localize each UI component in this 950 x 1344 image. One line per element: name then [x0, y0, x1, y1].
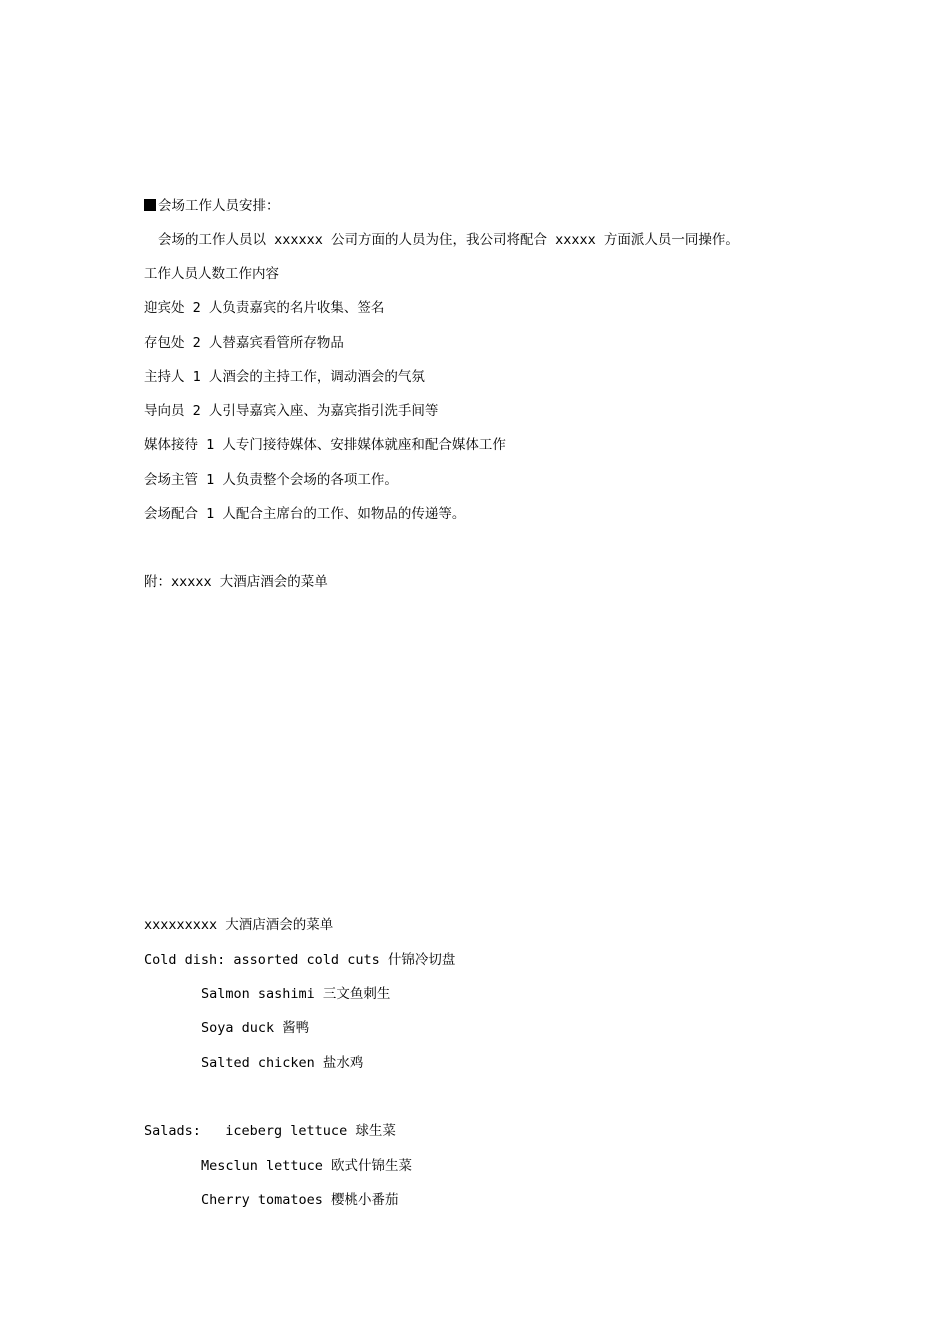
- square-bullet-icon: [144, 199, 156, 211]
- menu-salads-label: Salads: iceberg lettuce 球生菜: [144, 1123, 396, 1139]
- staff-row: 会场配合 1 人配合主席台的工作、如物品的传递等。: [144, 506, 466, 522]
- menu-item: Salted chicken 盐水鸡: [201, 1055, 364, 1071]
- staff-row: 迎宾处 2 人负责嘉宾的名片收集、签名: [144, 300, 385, 316]
- menu-item: Mesclun lettuce 欧式什锦生菜: [201, 1158, 413, 1174]
- staff-row: 主持人 1 人酒会的主持工作，调动酒会的气氛: [144, 369, 425, 385]
- menu-item: Soya duck 酱鸭: [201, 1020, 310, 1036]
- staff-heading-text: 会场工作人员安排：: [158, 198, 280, 214]
- menu-item: Salmon sashimi 三文鱼刺生: [201, 986, 391, 1002]
- staff-row: 媒体接待 1 人专门接待媒体、安排媒体就座和配合媒体工作: [144, 437, 506, 453]
- menu-item: Cherry tomatoes 樱桃小番茄: [201, 1192, 399, 1208]
- staff-table-header: 工作人员人数工作内容: [144, 266, 279, 282]
- menu-title: xxxxxxxxx 大酒店酒会的菜单: [144, 917, 334, 933]
- staff-row: 会场主管 1 人负责整个会场的各项工作。: [144, 472, 398, 488]
- staff-intro: 会场的工作人员以 xxxxxx 公司方面的人员为住，我公司将配合 xxxxx 方面派人员一同操作。: [158, 232, 739, 248]
- staff-row: 导向员 2 人引导嘉宾入座、为嘉宾指引洗手间等: [144, 403, 439, 419]
- staff-row: 存包处 2 人替嘉宾看管所存物品: [144, 335, 344, 351]
- menu-cold-dish-label: Cold dish: assorted cold cuts 什锦冷切盘: [144, 952, 456, 968]
- staff-heading: [144, 197, 280, 215]
- appendix-note: 附：xxxxx 大酒店酒会的菜单: [144, 574, 328, 590]
